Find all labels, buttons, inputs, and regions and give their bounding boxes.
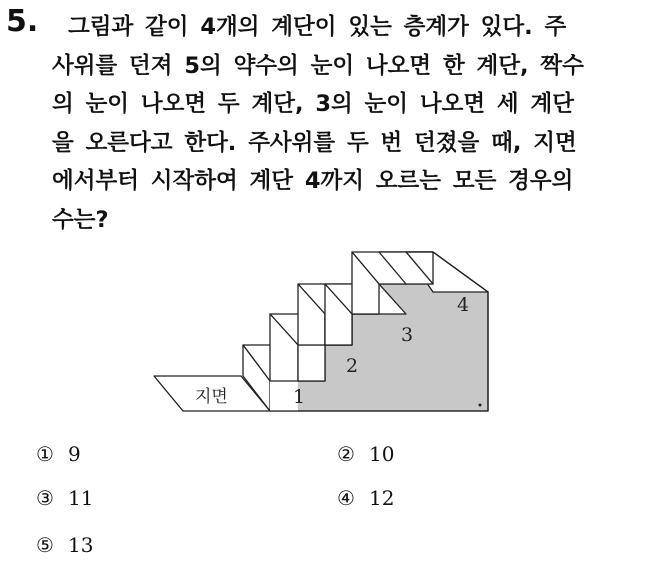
staircase-figure (150, 248, 500, 418)
staircase-diagram (150, 248, 500, 418)
step-label-4: 4 (457, 294, 470, 316)
question-line: 수는? (52, 206, 109, 233)
choice-1[interactable] (36, 439, 81, 469)
question-line: 사위를 던져 5의 약수의 눈이 나오면 한 계단, 짝수 (52, 52, 584, 79)
question-line: 에서부터 시작하여 계단 4까지 오르는 모든 경우의 (52, 168, 574, 194)
choice-marker: ① (36, 442, 54, 466)
question-line: 그림과 같이 4개의 계단이 있는 층계가 있다. 주 (68, 14, 567, 40)
choice-2[interactable] (337, 439, 394, 469)
choice-5[interactable] (36, 530, 93, 560)
step-label-3: 3 (401, 324, 414, 346)
ground-label: 지면 (195, 387, 228, 407)
choice-value: 9 (68, 442, 81, 466)
corner-mark (479, 404, 482, 407)
choice-value: 10 (369, 442, 395, 466)
question-line: 의 눈이 나오면 두 계단, 3의 눈이 나오면 세 계단 (52, 91, 574, 117)
choice-marker: ④ (337, 486, 355, 510)
step-2-riser (298, 345, 325, 381)
choice-4[interactable] (337, 483, 394, 513)
choice-value: 12 (369, 486, 395, 510)
choice-marker: ② (337, 442, 355, 466)
question-text (52, 8, 652, 239)
choice-marker: ⑤ (36, 533, 54, 557)
step-label-1: 1 (293, 386, 306, 408)
choice-value: 11 (68, 486, 94, 510)
problem-number: 5. (6, 4, 39, 39)
choice-3[interactable] (36, 483, 93, 513)
step-label-2: 2 (346, 355, 359, 377)
choice-value: 13 (68, 533, 94, 557)
choice-marker: ③ (36, 486, 54, 510)
question-line: 을 오른다고 한다. 주사위를 두 번 던졌을 때, 지면 (52, 129, 577, 156)
